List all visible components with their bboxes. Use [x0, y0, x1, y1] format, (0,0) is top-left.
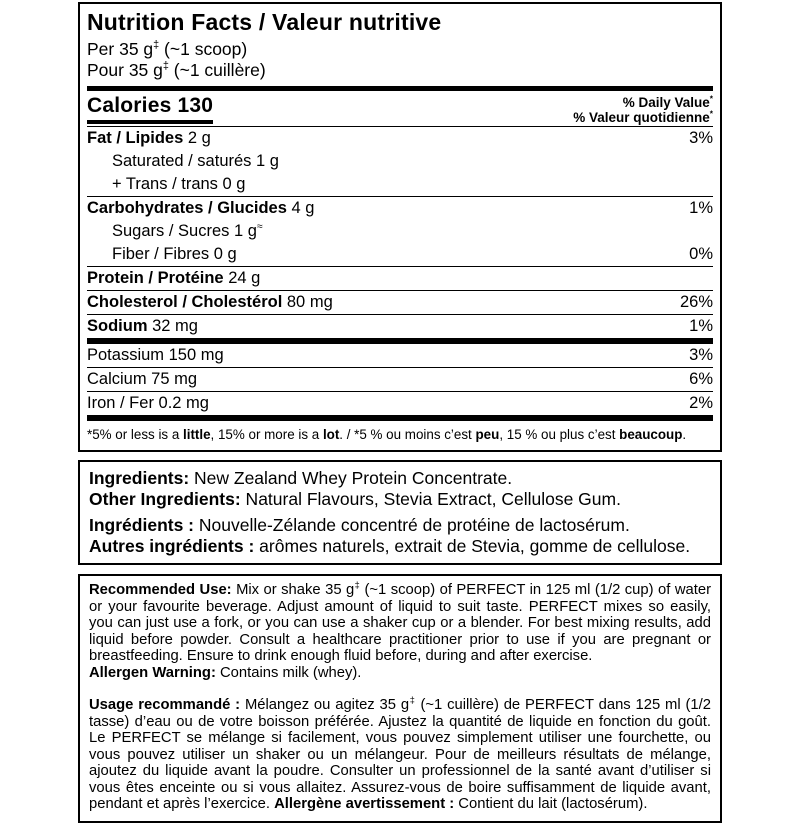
text-run-bold: Recommended Use:: [89, 582, 232, 598]
ingredient-line: [89, 515, 711, 536]
text-run: Per 35 g: [87, 39, 154, 59]
nutrient-row: [87, 220, 713, 243]
text-run: ‡: [409, 695, 416, 706]
nutrient-row: [87, 291, 713, 315]
text-run: Contient du lait (lactosérum).: [454, 796, 648, 812]
serving-size-fr: [87, 60, 713, 81]
text-run: , 15% or more is a: [210, 427, 323, 442]
nutrient-name-amount: [87, 269, 260, 288]
ingredient-line: [89, 468, 711, 489]
text-run-bold: Other Ingredients:: [89, 488, 241, 509]
nutrient-rows: [87, 127, 713, 421]
text-run: ‡: [153, 39, 160, 52]
text-run: 2 g: [183, 129, 211, 147]
calories-value: Calories 130: [87, 94, 214, 117]
ingredients-panel: [78, 460, 722, 565]
nutrition-label-page: [0, 2, 800, 812]
nutrient-name-amount: [87, 129, 211, 148]
text-run: Mélangez ou agitez 35 g: [240, 697, 410, 713]
text-run-bold: beaucoup: [619, 427, 683, 442]
text-run: (~1 scoop): [159, 39, 248, 59]
text-run: (~1 cuillère) de PERFECT dans 125 ml (1/2 tasse) d’eau ou de votre boisson préférée. Ajustez la quantité de liquide en fonction du goût. Le PERFECT se mélange si facilement, vous pouvez simplement utiliser une fourchette, ou vous pouvez utiliser un shaker ou un mélangeur. Pour de meilleurs résultats de mélange, ajoutez du liquide avant la poudre. Consulter un professionnel de la santé avant d’utiliser si vous êtes enceinte ou si vous allaitez. Assurez-vous de boire suffisamment de liquide avant, pendant et après l’exercice.: [89, 697, 711, 812]
nutrient-row: [87, 127, 713, 150]
allergen-warning-en: [89, 665, 711, 682]
text-run: Contains milk (whey).: [215, 664, 362, 681]
text-run: Fiber / Fibres 0 g: [112, 245, 237, 263]
calories-block: [87, 94, 219, 124]
text-run-bold: Allergen Warning:: [89, 664, 216, 681]
text-run-bold: % Daily Value: [622, 95, 710, 110]
text-run-bold: Cholesterol / Cholestérol: [87, 293, 283, 311]
text-run-bold: *: [709, 93, 713, 104]
recommended-use-en: [89, 582, 711, 665]
text-run-bold: Ingredients:: [89, 468, 190, 488]
text-run-bold: Protein / Protéine: [87, 269, 224, 287]
daily-value-percent: 1%: [689, 317, 713, 335]
text-run: (~1 scoop) of PERFECT in 125 ml (1/2 cup) of water or your favourite beverage. Adjust amount of liquid to suit taste. PERFECT mixes so easily, you can just use a fork, or you can use a shaker cup or a blender. For best mixing results, add liquid before powder. Consult a healthcare practitioner prior to use if you are pregnant or breastfeeding. Ensure to drink enough fluid before, during and after exercise.: [89, 582, 712, 664]
nutrient-name-amount: [87, 175, 245, 194]
text-run-bold: lot: [322, 427, 340, 442]
nutrient-name-amount: [87, 245, 237, 264]
text-run: .: [682, 427, 687, 442]
nutrient-row: [87, 392, 713, 421]
ingredient-line: [89, 536, 711, 557]
text-run: ‡: [162, 60, 169, 73]
text-run: Natural Flavours, Stevia Extract, Cellulose Gum.: [240, 488, 621, 509]
text-run-bold: *: [709, 108, 713, 119]
nutrient-name-amount: [87, 222, 263, 241]
text-run: Nouvelle-Zélande concentré de protéine de lactosérum.: [194, 515, 630, 535]
ingredient-line: [89, 489, 711, 510]
text-run: Calcium 75 mg: [87, 370, 198, 388]
daily-value-footnote: [87, 421, 713, 450]
daily-value-percent: 6%: [689, 370, 713, 388]
text-run-bold: little: [183, 427, 211, 442]
ingredients-en-group: [89, 468, 711, 509]
recommended-use-fr: [89, 697, 711, 813]
panel-title: Nutrition Facts / Valeur nutritive: [87, 9, 442, 35]
text-run: 80 mg: [282, 293, 333, 311]
text-run: 24 g: [223, 269, 261, 287]
ingredients-fr-group: [89, 515, 711, 556]
nutrition-facts-panel: [78, 2, 722, 452]
nutrient-name-amount: [87, 394, 209, 413]
nutrient-name-amount: [87, 370, 197, 389]
text-run: ‡: [354, 580, 361, 591]
text-run: Sugars / Sucres 1 g: [112, 222, 257, 240]
daily-value-header-en: [573, 95, 713, 110]
nutrient-row: [87, 243, 713, 267]
daily-value-percent: 0%: [689, 245, 713, 263]
text-run-bold: Fat / Lipides: [87, 129, 184, 147]
calories-underline: [87, 120, 213, 124]
text-run: Potassium 150 mg: [87, 346, 224, 364]
nutrient-name-amount: [87, 199, 314, 218]
text-run: Pour 35 g: [87, 60, 163, 80]
text-run-bold: Carbohydrates / Glucides: [87, 199, 287, 217]
text-run: 4 g: [286, 199, 315, 217]
text-run-bold: Autres ingrédients :: [89, 535, 255, 556]
daily-value-header-fr: [573, 110, 713, 125]
text-run-bold: Usage recommandé :: [89, 697, 241, 713]
nutrient-row: [87, 267, 713, 291]
text-run-bold: Ingrédients :: [89, 515, 195, 535]
serving-size-en: [87, 39, 713, 60]
text-run: (~1 cuillère): [168, 60, 266, 80]
divider-thick-top: [87, 86, 713, 91]
text-run: Saturated / saturés 1 g: [112, 152, 279, 170]
nutrient-row: [87, 150, 713, 173]
daily-value-percent: 26%: [679, 293, 713, 311]
text-run: New Zealand Whey Protein Concentrate.: [189, 468, 513, 488]
daily-value-percent: 1%: [689, 199, 713, 217]
nutrient-name-amount: [87, 346, 224, 365]
nutrient-row: [87, 315, 713, 344]
text-run-bold: % Valeur quotidienne: [573, 110, 710, 125]
daily-value-header: [573, 94, 713, 125]
calories-header-row: [87, 94, 713, 125]
text-run: , 15 % ou plus c’est: [499, 427, 620, 442]
nutrient-row: [87, 344, 713, 368]
text-run-bold: Allergène avertissement :: [274, 796, 455, 812]
text-run: Mix or shake 35 g: [231, 582, 355, 598]
nutrient-name-amount: [87, 293, 333, 312]
text-run-bold: Sodium: [87, 317, 148, 335]
nutrient-row: [87, 197, 713, 220]
text-run: Iron / Fer 0.2 mg: [87, 394, 209, 412]
text-run: arômes naturels, extrait de Stevia, gomme de cellulose.: [254, 535, 691, 556]
nutrient-name-amount: [87, 152, 279, 171]
text-run: ≈: [256, 221, 263, 233]
nutrient-row: [87, 368, 713, 392]
daily-value-percent: 3%: [689, 129, 713, 147]
text-run: + Trans / trans 0 g: [112, 175, 246, 193]
text-run: *5% or less is a: [87, 427, 184, 442]
text-run-bold: peu: [475, 427, 500, 442]
nutrient-row: [87, 173, 713, 197]
daily-value-percent: 2%: [689, 394, 713, 412]
daily-value-percent: 3%: [689, 346, 713, 364]
text-run: . / *5 % ou moins c’est: [339, 427, 476, 442]
text-run: 32 mg: [147, 317, 198, 335]
nutrient-name-amount: [87, 317, 198, 336]
usage-panel: [78, 574, 722, 823]
